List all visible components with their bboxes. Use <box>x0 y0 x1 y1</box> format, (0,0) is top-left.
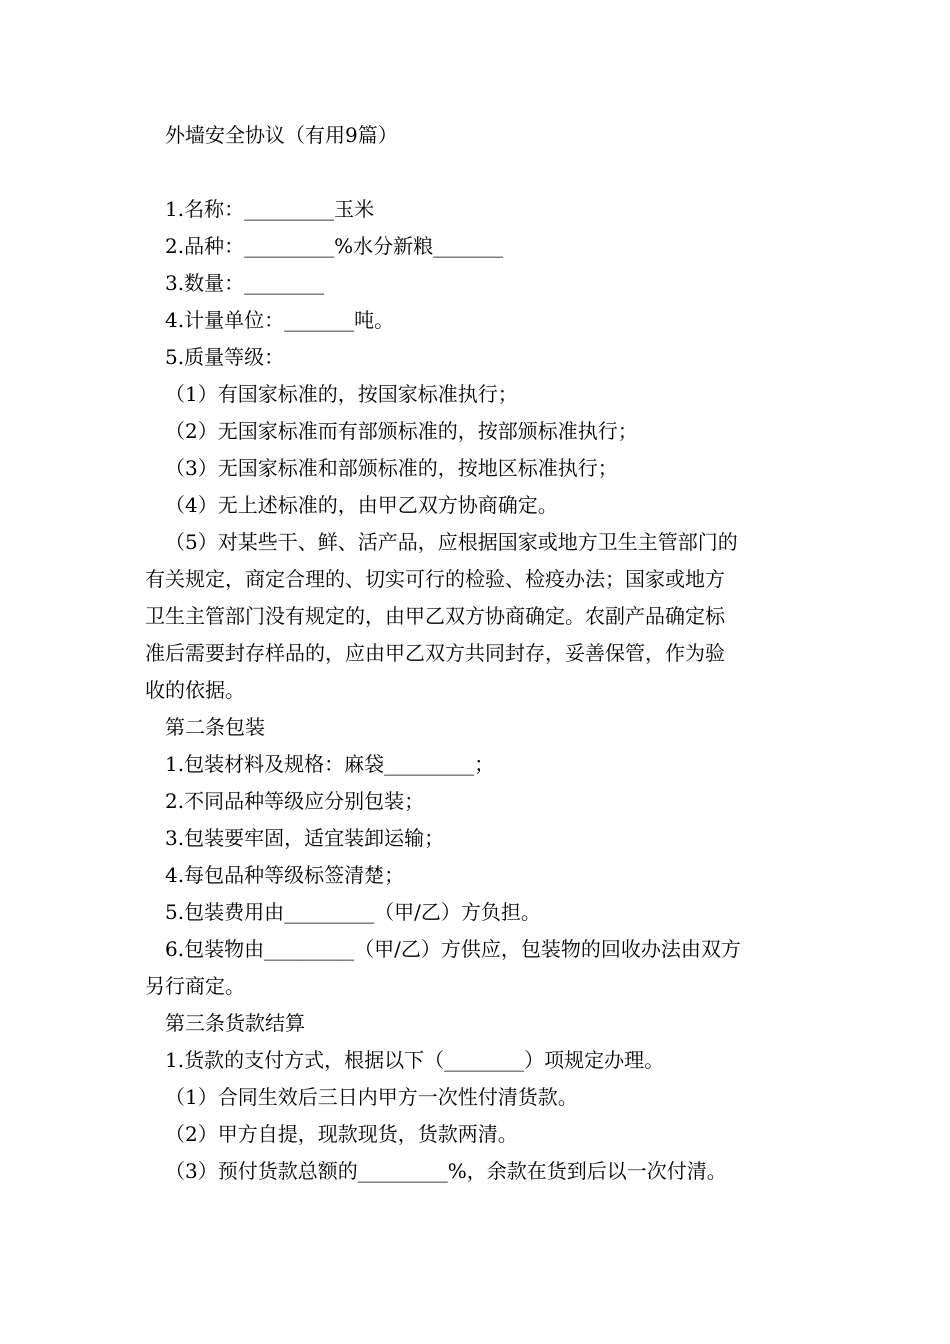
paragraph-line: 4.每包品种等级标签清楚； <box>165 863 405 887</box>
paragraph-line: 5.质量等级： <box>165 345 285 369</box>
paragraph-line: （3）无国家标准和部颁标准的，按地区标准执行； <box>165 456 618 480</box>
paragraph-line: 2.品种：_________%水分新粮_______ <box>165 234 504 258</box>
paragraph-line: 4.计量单位：_______吨。 <box>165 308 395 332</box>
paragraph-line: 5.包装费用由_________（甲/乙）方负担。 <box>165 900 541 924</box>
section-heading: 第二条包装 <box>165 715 265 739</box>
paragraph-line: 有关规定，商定合理的、切实可行的检验、检疫办法；国家或地方 <box>145 567 725 591</box>
paragraph-line: 卫生主管部门没有规定的，由甲乙双方协商确定。农副产品确定标 <box>145 604 725 628</box>
paragraph-line: 1.货款的支付方式，根据以下（________）项规定办理。 <box>165 1048 665 1072</box>
paragraph-line: 6.包装物由_________（甲/乙）方供应，包装物的回收办法由双方 <box>165 937 741 961</box>
paragraph-line: （2）无国家标准而有部颁标准的，按部颁标准执行； <box>165 419 638 443</box>
paragraph-line: 3.包装要牢固，适宜装卸运输； <box>165 826 445 850</box>
paragraph-line: 准后需要封存样品的，应由甲乙双方共同封存，妥善保管，作为验 <box>145 641 725 665</box>
section-heading: 第三条货款结算 <box>165 1011 305 1035</box>
document-title: 外墙安全协议（有用9篇） <box>165 123 398 147</box>
paragraph-line: 收的依据。 <box>145 678 245 702</box>
paragraph-line: 2.不同品种等级应分别包装； <box>165 789 425 813</box>
paragraph-line: （3）预付货款总额的_________%，余款在货到后以一次付清。 <box>165 1159 727 1183</box>
paragraph-line: 另行商定。 <box>145 974 245 998</box>
paragraph-line: （1）合同生效后三日内甲方一次性付清货款。 <box>165 1085 578 1109</box>
paragraph-line: （5）对某些干、鲜、活产品，应根据国家或地方卫生主管部门的 <box>165 530 738 554</box>
paragraph-line: （2）甲方自提，现款现货，货款两清。 <box>165 1122 518 1146</box>
paragraph-line: 3.数量：________ <box>165 271 325 295</box>
paragraph-line: 1.名称：_________玉米 <box>165 197 375 221</box>
paragraph-line: （4）无上述标准的，由甲乙双方协商确定。 <box>165 493 558 517</box>
paragraph-line: （1）有国家标准的，按国家标准执行； <box>165 382 518 406</box>
paragraph-line: 1.包装材料及规格：麻袋_________； <box>165 752 495 776</box>
